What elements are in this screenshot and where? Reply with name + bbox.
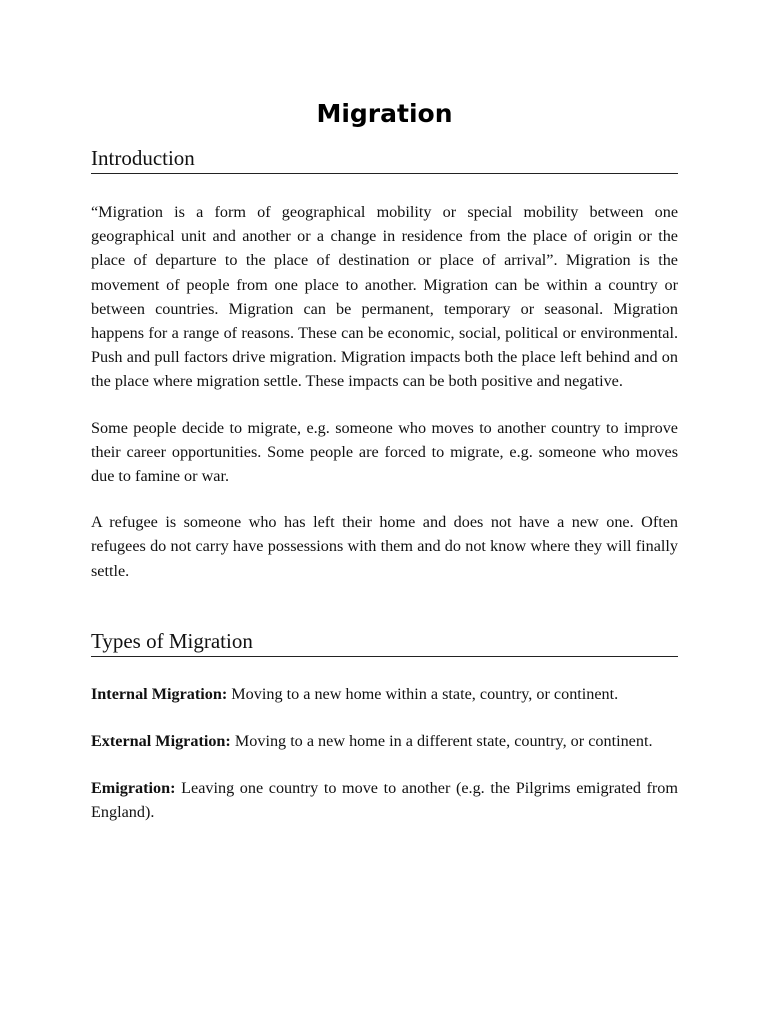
- document-title: Migration: [316, 99, 453, 128]
- introduction-heading: Introduction: [91, 144, 678, 174]
- document-page: [91, 96, 678, 825]
- intro-paragraph-choice: Some people decide to migrate, e.g. someone who moves to another country to improve their career opportunities. Some people are forced to migrate, e.g. someone who moves due to famine or war.: [91, 418, 678, 486]
- intro-paragraph-refugee: A refugee is someone who has left their home and does not have a new one. Often refugees do not carry have possessions with them and do not know where they will finally settle.: [91, 513, 678, 580]
- intro-paragraph-definition: “Migration is a form of geographical mobility or special mobility between one geographical unit and another or a change in residence from the place of origin or the place of departure to the place of destination or place of arrival”. Migration is the movement of people from one place to another. Migration can be within a country or between countries. Migration can be permanent, temporary or seasonal. Migration happens for a range of reasons. These can be economic, social, political or environmental. Push and pull factors drive migration. Migration impacts both the place left behind and on the place where migration settle. These impacts can be both positive and negative.: [91, 203, 678, 391]
- types-heading: Types of Migration: [91, 627, 678, 657]
- types-section: [91, 627, 678, 825]
- type-term: External Migration:: [91, 732, 231, 751]
- type-item-emigration: [91, 776, 678, 824]
- type-definition: Leaving one country to move to another (e.g. the Pilgrims emigrated from England).: [91, 779, 678, 822]
- type-term: Internal Migration:: [91, 684, 228, 703]
- type-term: Emigration:: [91, 779, 176, 798]
- introduction-section: [91, 144, 678, 583]
- type-item-external: [91, 729, 678, 753]
- type-definition: Moving to a new home within a state, country, or continent.: [227, 684, 619, 703]
- type-definition: Moving to a new home in a different state, country, or continent.: [230, 732, 653, 751]
- type-item-internal: [91, 682, 678, 706]
